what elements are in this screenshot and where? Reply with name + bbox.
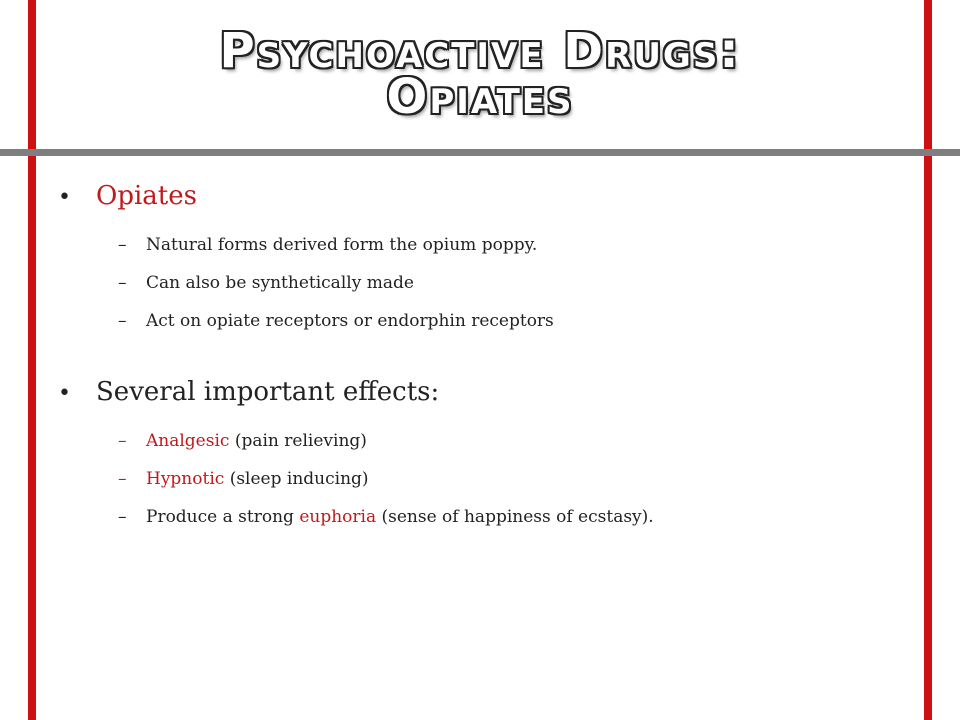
title-line-1: Psychoactive Drugs: bbox=[219, 23, 741, 79]
highlight-term: Hypnotic bbox=[146, 469, 225, 489]
sub-item bbox=[118, 234, 916, 256]
sub-item bbox=[118, 468, 916, 490]
sub-item-rest: (pain relieving) bbox=[229, 431, 367, 451]
bullet-dot: • bbox=[58, 185, 71, 210]
sub-item-rest: (sleep inducing) bbox=[224, 469, 369, 489]
bullet-heading-effects: Several important effects: bbox=[96, 377, 440, 407]
bullet-opiates bbox=[56, 176, 916, 218]
bullet-effects bbox=[56, 372, 916, 414]
left-red-bar bbox=[28, 0, 36, 720]
sub-item-text: Natural forms derived form the opium poppy. bbox=[146, 235, 538, 255]
bullet-heading-opiates: Opiates bbox=[96, 181, 197, 211]
sub-item-text: Can also be synthetically made bbox=[146, 273, 414, 293]
sub-item bbox=[118, 430, 916, 452]
sub-dash: – bbox=[118, 507, 127, 527]
highlight-term: euphoria bbox=[299, 507, 377, 527]
slide-title bbox=[40, 23, 920, 125]
sub-dash: – bbox=[118, 311, 127, 331]
sub-item-text bbox=[146, 468, 369, 490]
title-line-2: Opiates bbox=[386, 69, 574, 125]
sub-dash: – bbox=[118, 273, 127, 293]
slide-content bbox=[56, 176, 916, 528]
sub-item-text bbox=[146, 506, 654, 528]
bullet-dot: • bbox=[58, 381, 71, 406]
sub-item-prefix: Produce a strong bbox=[146, 507, 300, 527]
highlight-term: Analgesic bbox=[146, 431, 230, 451]
sub-item-rest: (sense of happiness of ecstasy). bbox=[376, 507, 654, 527]
sub-dash: – bbox=[118, 235, 127, 255]
sub-item bbox=[118, 272, 916, 294]
sub-dash: – bbox=[118, 431, 127, 451]
sub-item-text bbox=[146, 430, 367, 452]
sub-dash: – bbox=[118, 469, 127, 489]
sub-item-text: Act on opiate receptors or endorphin receptors bbox=[146, 311, 554, 331]
title-divider bbox=[0, 149, 960, 156]
sub-item bbox=[118, 310, 916, 332]
right-red-bar bbox=[924, 0, 932, 720]
sub-item bbox=[118, 506, 916, 528]
